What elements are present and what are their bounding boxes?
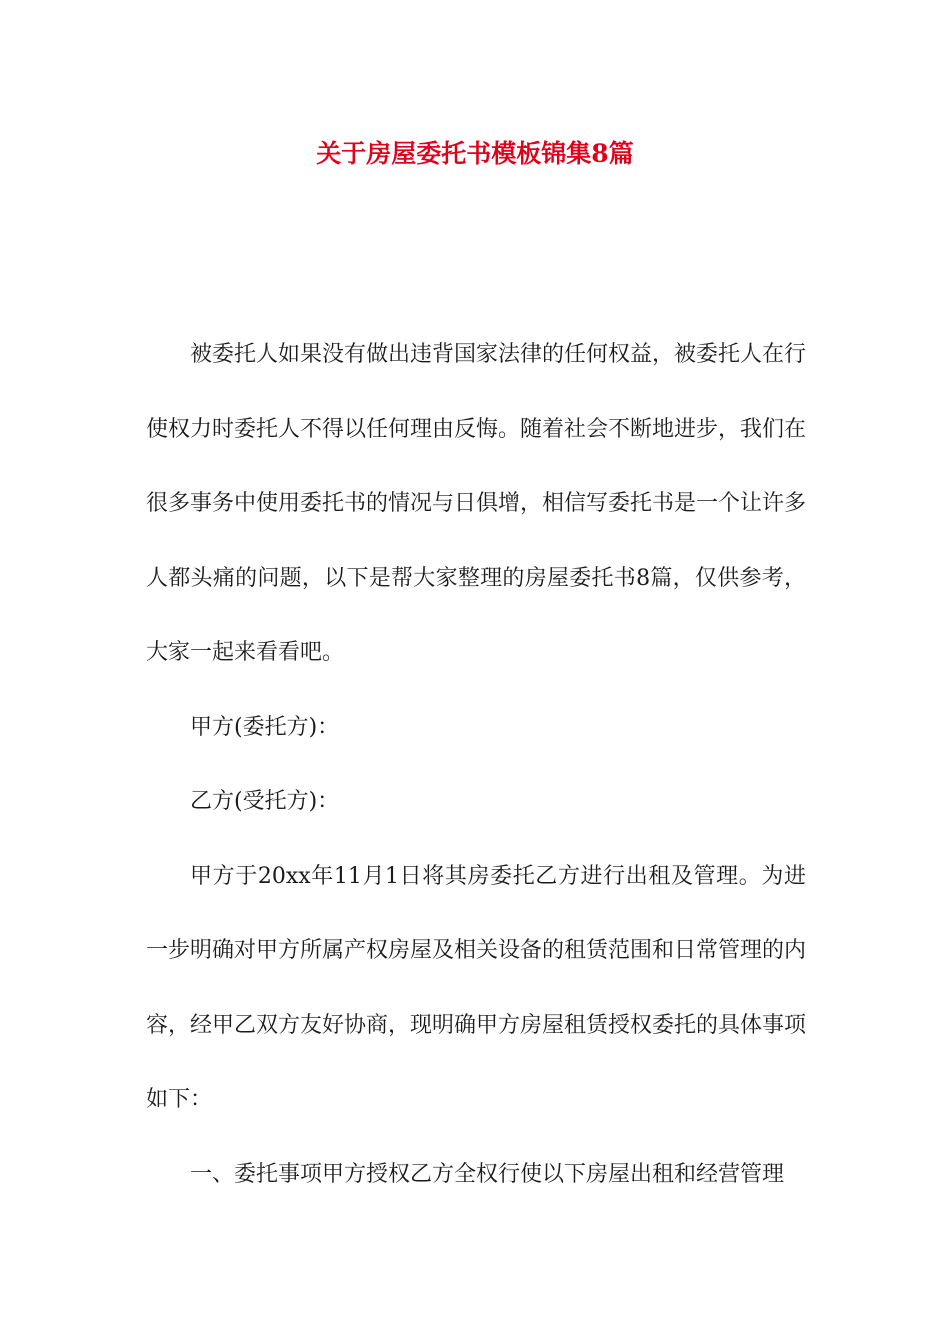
paragraph-agreement: 甲方于20xx年11月1日将其房委托乙方进行出租及管理。为进一步明确对甲方所属产权房屋及相关设备的租赁范围和日常管理的内容，经甲乙双方友好协商，现明确甲方房屋租赁授权委托的具体事项如下： xyxy=(146,863,807,1112)
paragraph-party-a: 甲方(委托方)： xyxy=(190,714,340,740)
document-body xyxy=(146,318,806,1212)
paragraph-intro: 被委托人如果没有做出违背国家法律的任何权益，被委托人在行使权力时委托人不得以任何理由反悔。随着社会不断地进步，我们在很多事务中使用委托书的情况与日俱增，相信写委托书是一个让许多人都头痛的问题，以下是帮大家整理的房屋委托书8篇，仅供参考，大家一起来看看吧。 xyxy=(146,342,807,665)
paragraph-party-b: 乙方(受托方)： xyxy=(190,789,340,814)
paragraph-section-one: 一、委托事项甲方授权乙方全权行使以下房屋出租和经营管理 xyxy=(190,1161,785,1187)
document-title: 关于房屋委托书模板锦集8篇 xyxy=(316,139,634,168)
